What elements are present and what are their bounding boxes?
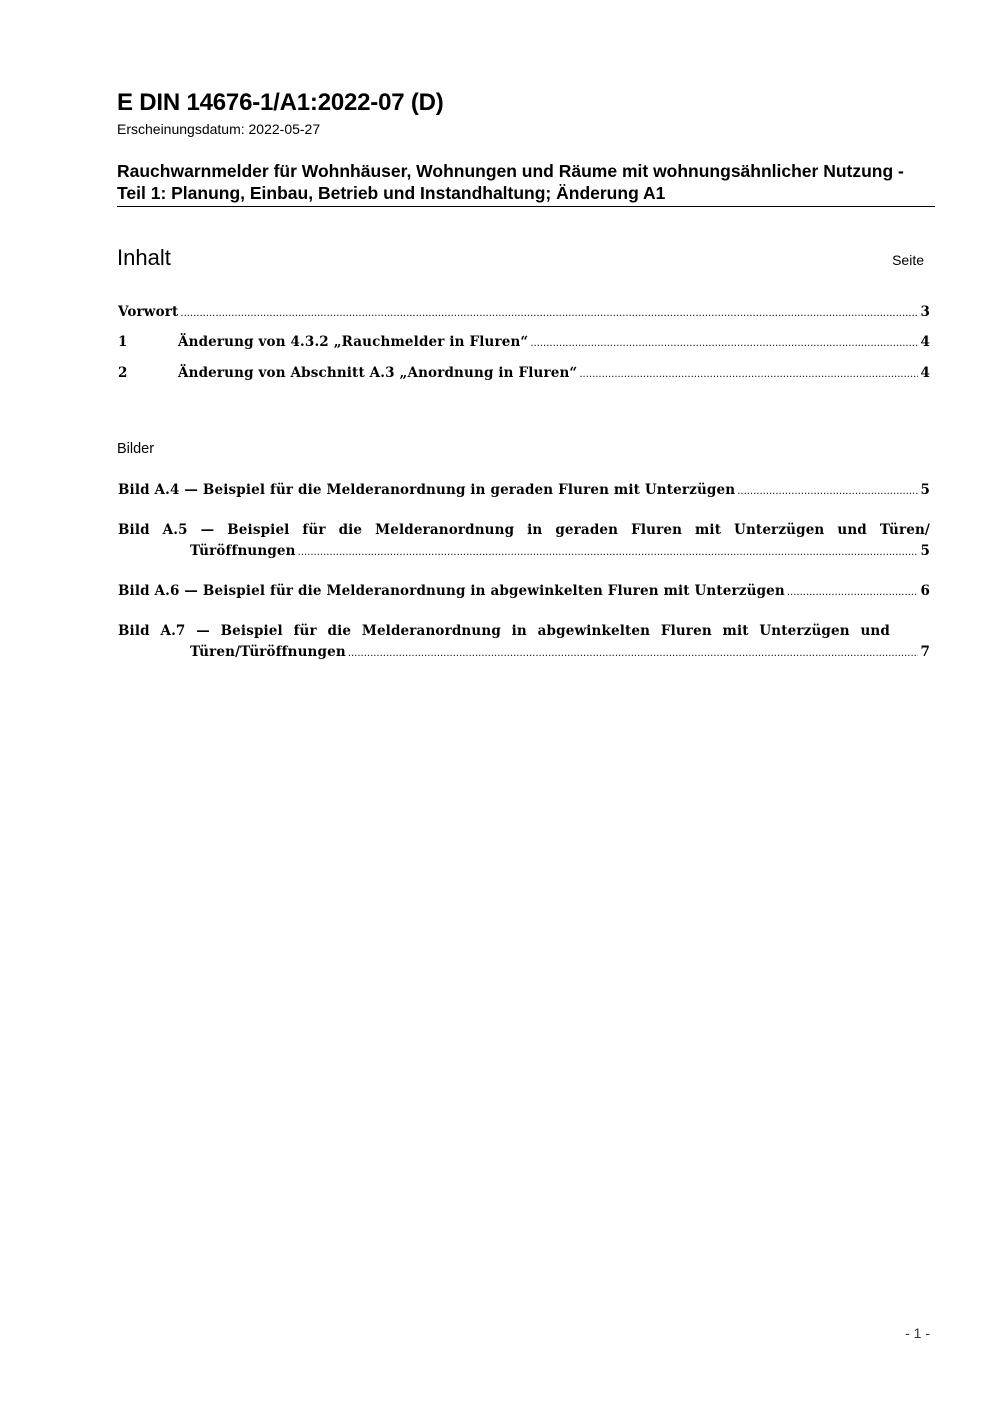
figure-entry-page: 5 [920,482,930,498]
figure-entry-page: 6 [920,583,930,599]
figure-entry-text: Bild A.4 — Beispiel für die Melderanordnung in geraden Fluren mit Unterzügen [118,482,736,498]
figure-entry-text-line1: Bild A.5 — Beispiel für die Melderanordnung in geraden Fluren mit Unterzügen und Türen/ [118,522,930,538]
toc-entry-number: 2 [118,365,128,381]
toc-leader [579,364,918,385]
toc-leader [298,542,919,563]
toc-leader [180,303,918,324]
toc-entry-text: Vorwort [118,304,179,320]
figure-entry-page: 7 [920,644,930,660]
figures-heading: Bilder [117,441,155,457]
figure-entry-a6[interactable] [118,581,930,602]
toc-entry-text: Änderung von 4.3.2 „Rauchmelder in Fluren“ [178,334,529,350]
figure-entry-a7[interactable] [118,621,930,663]
figure-entry-page: 5 [920,543,930,559]
toc-leader [787,582,919,603]
figure-entry-text-line1: Bild A.7 — Beispiel für die Melderanordnung in abgewinkelten Fluren mit Unterzügen und [118,623,890,639]
toc-leader [530,333,918,354]
figure-entry-text-line2: Türen/Türöffnungen [190,644,346,660]
toc-entry-text: Änderung von Abschnitt A.3 „Anordnung in Fluren“ [178,365,578,381]
toc-entry-page: 4 [920,365,930,381]
toc-heading: Inhalt [117,245,171,270]
page-number: - 1 - [905,1325,930,1341]
toc-page-label: Seite [892,252,924,268]
document-title: Rauchwarnmelder für Wohnhäuser, Wohnungen und Räume mit wohnungsähnlicher Nutzung - Teil 1: Planung, Einbau, Betrieb und Instandhaltung; Änderung A1 [117,160,935,207]
toc-leader [737,481,918,502]
toc-leader [348,643,919,664]
toc-entry-2[interactable] [118,363,930,384]
figure-entry-a5[interactable] [118,520,930,562]
document-id: E DIN 14676-1/A1:2022-07 (D) [117,89,444,116]
figure-entry-a4[interactable] [118,480,930,501]
figure-entry-text: Bild A.6 — Beispiel für die Melderanordnung in abgewinkelten Fluren mit Unterzügen [118,583,785,599]
toc-entry-page: 4 [920,334,930,350]
publication-date: Erscheinungsdatum: 2022-05-27 [117,121,321,137]
toc-entry-page: 3 [920,304,930,320]
toc-entry-1[interactable] [118,332,930,353]
toc-entry-number: 1 [118,334,128,350]
figure-entry-text-line2: Türöffnungen [190,543,296,559]
toc-entry-vorwort[interactable] [118,302,930,323]
